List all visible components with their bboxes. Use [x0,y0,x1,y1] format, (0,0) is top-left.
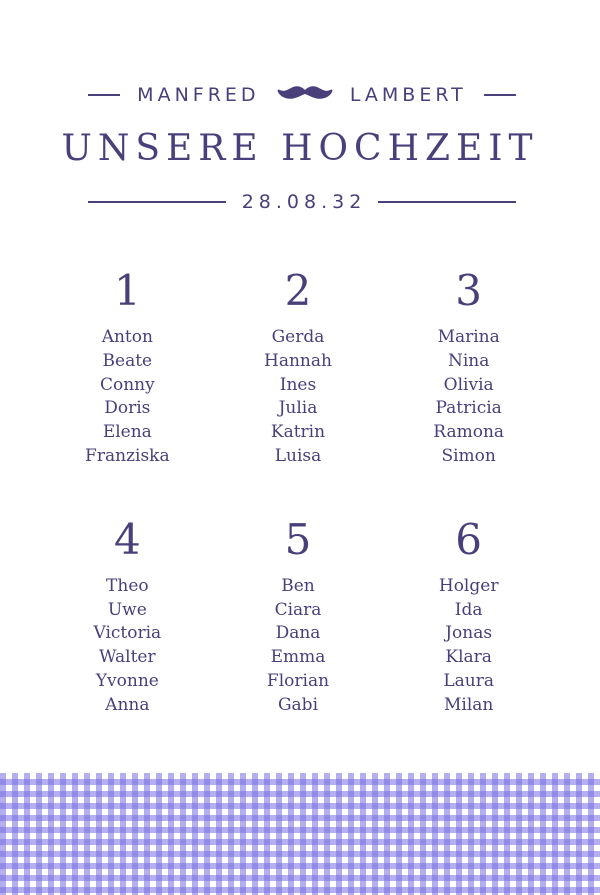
left-rule [88,94,120,96]
guest-name: Gabi [277,694,319,715]
guest-name: Milan [443,694,494,715]
guest-name: Doris [104,398,151,419]
table-2 [213,262,384,469]
guest-name: Yvonne [95,670,159,691]
guest-name: Ines [279,374,317,395]
first-name: MANFRED [137,84,260,106]
guest-name: Marina [437,327,500,347]
last-name: LAMBERT [349,84,467,106]
mustache-icon [277,83,333,107]
guest-name: Katrin [270,422,326,443]
date-right-rule [378,201,516,203]
guest-name: Uwe [107,599,147,620]
table-number: 4 [113,514,141,564]
guest-name: Patricia [435,398,502,419]
table-4 [42,511,213,718]
guest-name: Holger [438,575,499,596]
guest-name: Ida [454,599,483,620]
guest-name: Beate [102,350,153,371]
table-1 [42,262,213,469]
guest-name: Ben [281,575,315,596]
table-5 [213,511,384,718]
guest-name: Julia [278,398,318,419]
guest-name: Anton [101,327,153,347]
table-number: 2 [284,266,312,315]
guest-name: Laura [443,670,494,691]
guest-name: Simon [441,445,496,466]
gingham-pattern-band [0,773,600,895]
guest-name: Gerda [271,327,325,347]
guest-name: Florian [266,670,330,691]
guest-name: Conny [99,374,155,395]
guest-name: Nina [447,350,490,371]
guest-name: Ramona [433,422,505,443]
table-number: 5 [284,514,312,564]
right-rule [484,94,516,96]
guest-name: Franziska [85,445,170,466]
guest-name: Olivia [443,374,494,395]
date-left-rule [88,201,226,203]
table-6 [383,511,554,718]
guest-name: Anna [105,694,150,715]
guest-name: Klara [445,647,492,668]
guest-name: Victoria [93,623,162,644]
page-title: UNSERE HOCHZEIT [61,128,539,169]
couple-names-row [88,80,516,110]
guest-name: Emma [270,647,326,668]
table-number: 1 [113,266,141,315]
guest-name: Luisa [274,445,322,466]
seating-tables [42,262,554,718]
guest-name: Dana [275,623,321,644]
guest-name: Theo [106,575,149,596]
table-number: 3 [455,266,483,315]
guest-name: Elena [102,422,152,443]
guest-name: Walter [99,647,156,668]
guest-name: Jonas [445,623,493,644]
date-row [88,188,516,216]
table-number: 6 [455,514,483,564]
guest-name: Hannah [264,350,332,371]
wedding-date: 28.08.32 [241,191,367,213]
guest-name: Ciara [274,599,322,620]
table-3 [383,262,554,469]
